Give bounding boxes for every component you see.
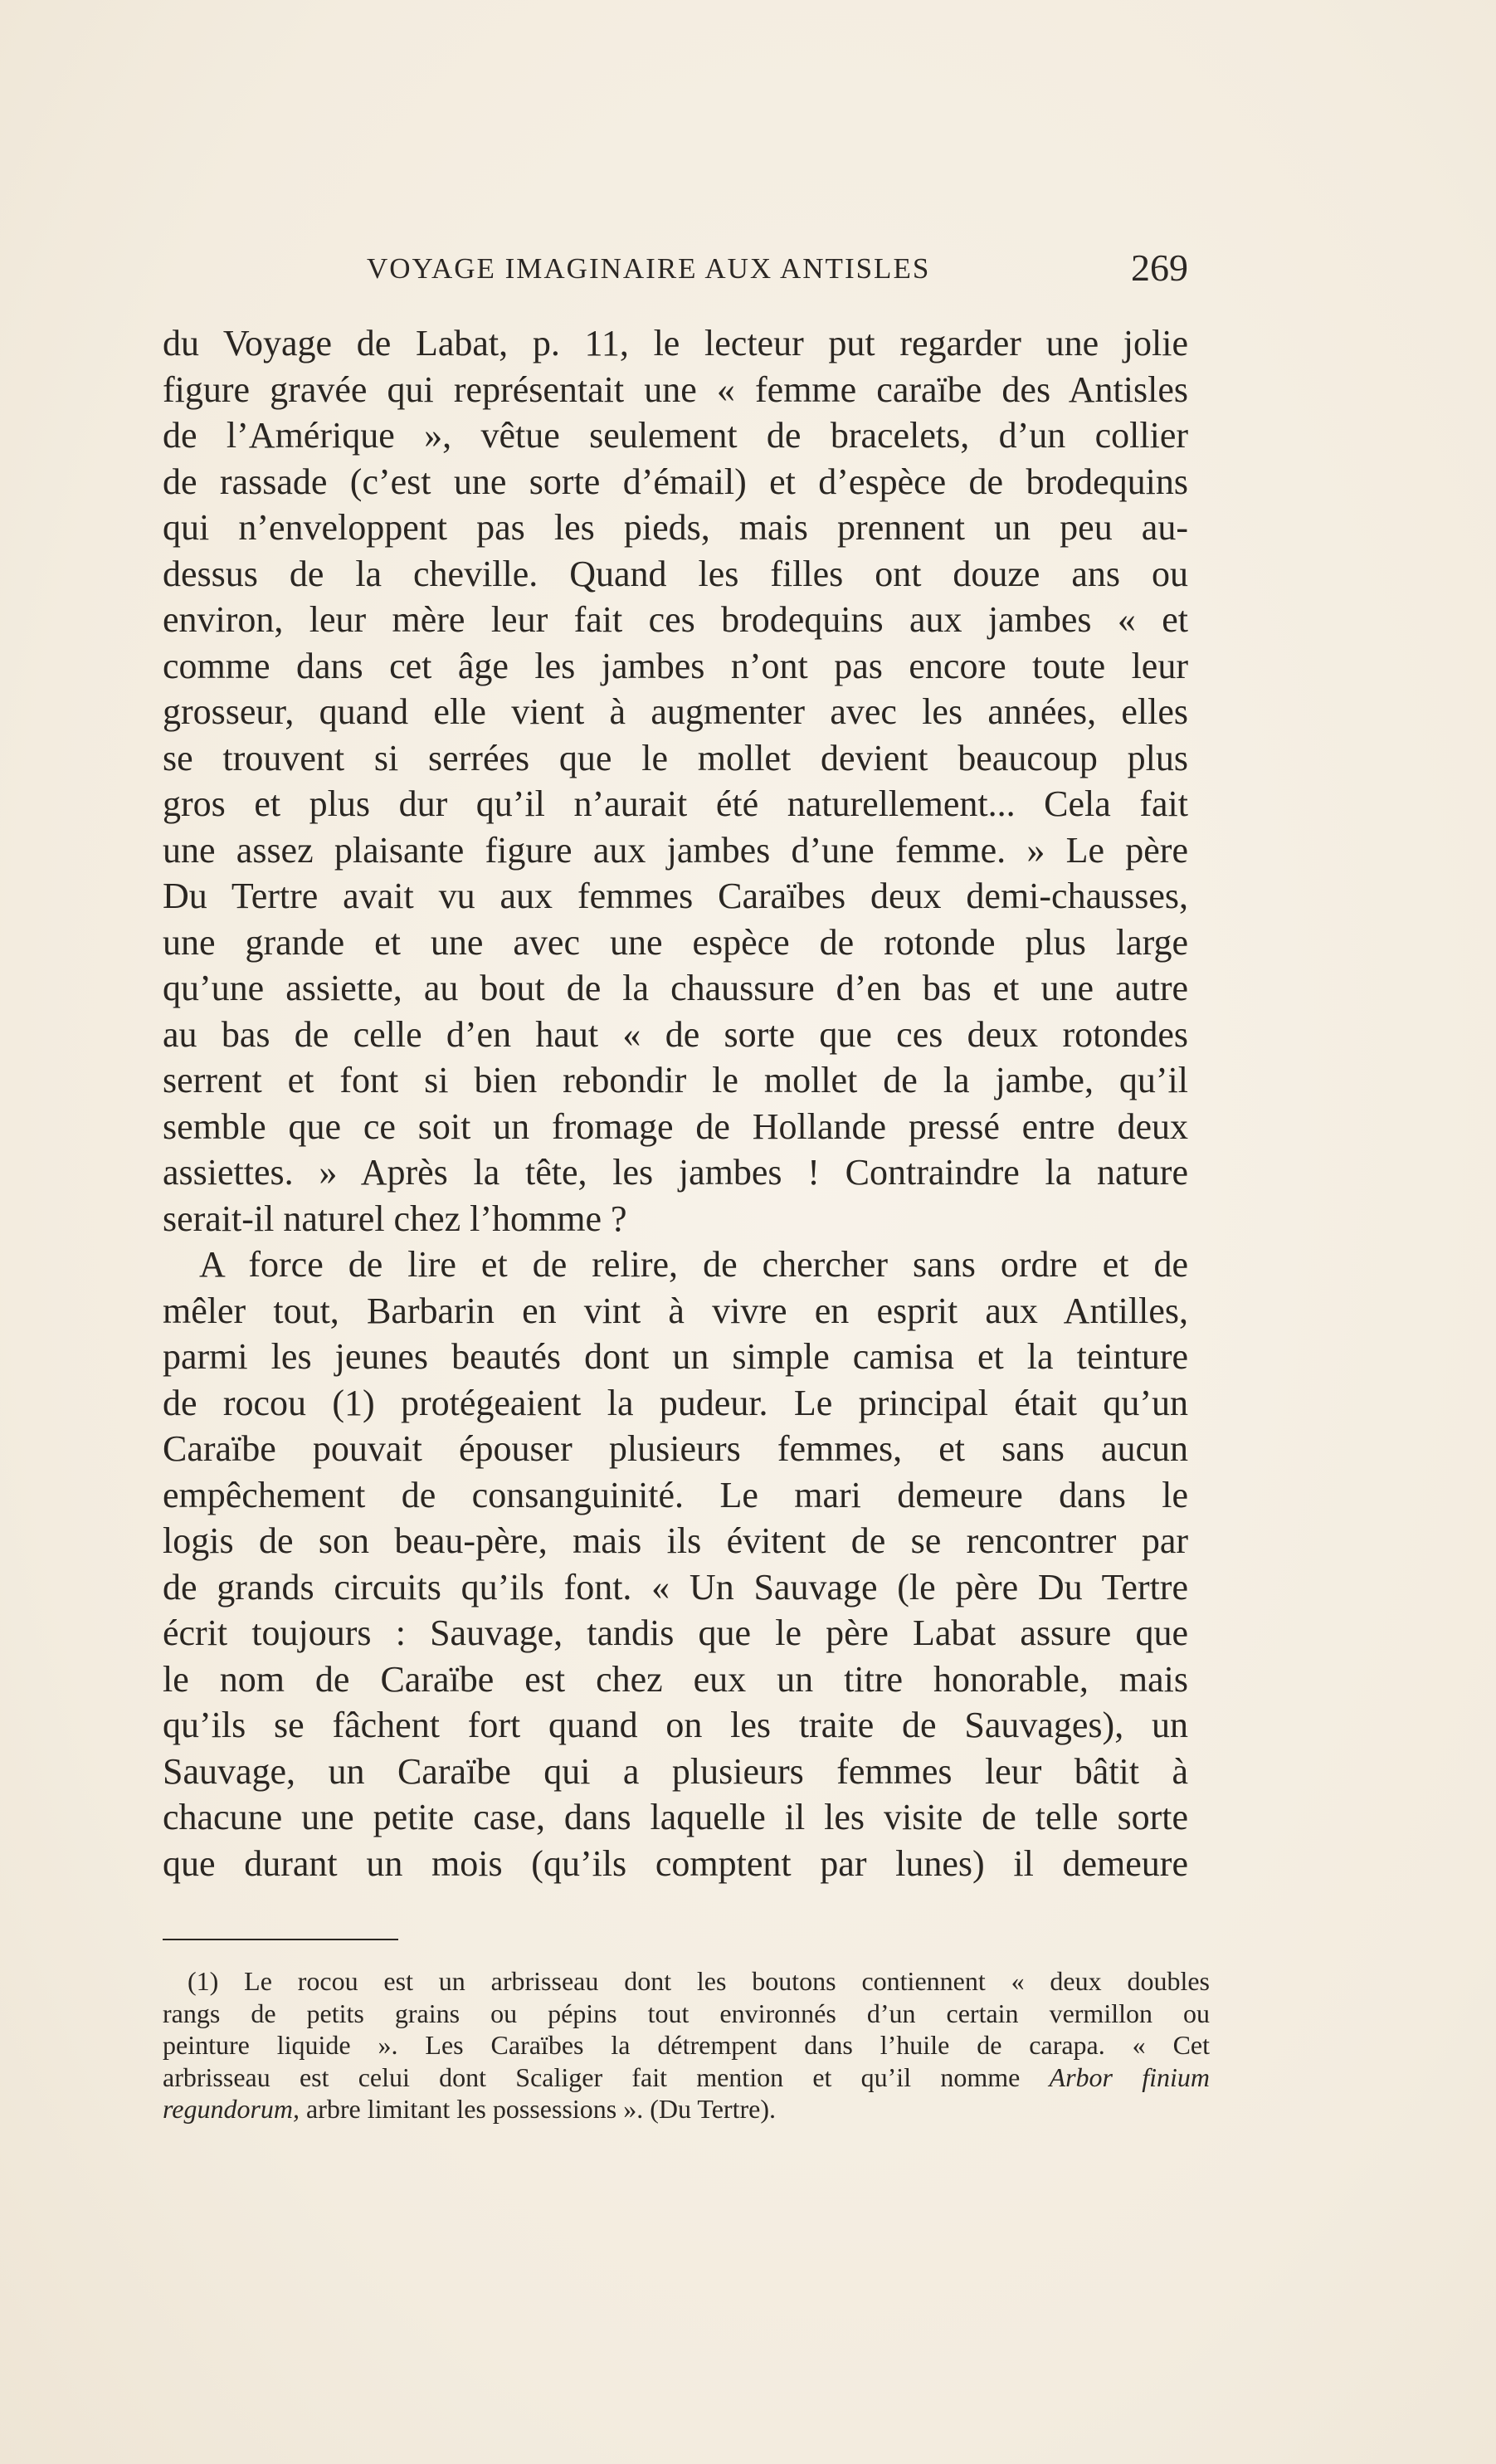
page-number: 269 bbox=[1131, 246, 1188, 289]
text-line: de rassade (c’est une sorte d’émail) et d’espèce de brodequins bbox=[163, 461, 1188, 502]
footnote-line: (1) Le rocou est un arbrisseau dont les boutons contiennent « deux doubles bbox=[188, 1966, 1210, 1996]
running-head bbox=[163, 246, 1188, 295]
text-line: qui n’enveloppent pas les pieds, mais prennent un peu au- bbox=[163, 507, 1188, 548]
footnote-italic-text: Arbor finium bbox=[1049, 2061, 1211, 2092]
footnote-italic-text: regundorum, bbox=[163, 2094, 300, 2124]
text-line: Caraïbe pouvait épouser plusieurs femmes, et sans aucun bbox=[163, 1428, 1188, 1469]
text-line: qu’ils se fâchent fort quand on les traite de Sauvages), un bbox=[163, 1705, 1188, 1745]
footnote-line bbox=[163, 2093, 1210, 2125]
text-line: logis de son beau-père, mais ils évitent de se rencontrer par bbox=[163, 1520, 1188, 1561]
text-line: de grands circuits qu’ils font. « Un Sauvage (le père Du Tertre bbox=[163, 1566, 1188, 1608]
text-line: écrit toujours : Sauvage, tandis que le père Labat assure que bbox=[163, 1613, 1188, 1653]
text-line: de l’Amérique », vêtue seulement de bracelets, d’un collier bbox=[163, 415, 1188, 456]
footnote-line: peinture liquide ». Les Caraïbes la détrempent dans l’huile de carapa. « Cet bbox=[163, 2030, 1210, 2060]
footnote-text: arbrisseau est celui dont Scaliger fait mention et qu’il nomme bbox=[163, 2061, 1021, 2092]
footnote bbox=[163, 1965, 1210, 2125]
text-line: chacune une petite case, dans laquelle il les visite de telle sorte bbox=[163, 1797, 1188, 1837]
text-line: serrent et font si bien rebondir le mollet de la jambe, qu’il bbox=[163, 1060, 1188, 1100]
text-line: comme dans cet âge les jambes n’ont pas encore toute leur bbox=[163, 645, 1188, 686]
text-line: gros et plus dur qu’il n’aurait été naturellement... Cela fait bbox=[163, 783, 1188, 824]
text-line: empêchement de consanguinité. Le mari demeure dans le bbox=[163, 1474, 1188, 1515]
text-line: environ, leur mère leur fait ces brodequins aux jambes « et bbox=[163, 599, 1188, 640]
text-line: grosseur, quand elle vient à augmenter avec les années, elles bbox=[163, 691, 1188, 732]
text-line: au bas de celle d’en haut « de sorte que ces deux rotondes bbox=[163, 1013, 1188, 1055]
text-line: Sauvage, un Caraïbe qui a plusieurs femmes leur bâtit à bbox=[163, 1750, 1188, 1792]
text-line: de rocou (1) protégeaient la pudeur. Le principal était qu’un bbox=[163, 1382, 1188, 1423]
text-line: serait-il naturel chez l’homme ? bbox=[163, 1198, 627, 1239]
text-line: figure gravée qui représentait une « femme caraïbe des Antisles bbox=[163, 368, 1188, 410]
text-line: semble que ce soit un fromage de Hollande pressé entre deux bbox=[163, 1105, 1188, 1147]
text-line: mêler tout, Barbarin en vint à vivre en esprit aux Antilles, bbox=[163, 1290, 1188, 1331]
text-line: se trouvent si serrées que le mollet devient beaucoup plus bbox=[163, 737, 1188, 778]
text-line: Du Tertre avait vu aux femmes Caraïbes deux demi-chausses, bbox=[163, 876, 1188, 916]
text-line: A force de lire et de relire, de chercher sans ordre et de bbox=[199, 1244, 1188, 1285]
text-line: assiettes. » Après la tête, les jambes ! Contraindre la nature bbox=[163, 1152, 1188, 1193]
text-line: parmi les jeunes beautés dont un simple camisa et la teinture bbox=[163, 1336, 1188, 1377]
text-line: le nom de Caraïbe est chez eux un titre honorable, mais bbox=[163, 1658, 1188, 1700]
footnote-divider bbox=[163, 1939, 398, 1940]
main-text bbox=[163, 320, 1188, 1886]
text-line: que durant un mois (qu’ils comptent par lunes) il demeure bbox=[163, 1842, 1188, 1884]
footnote-line bbox=[163, 2061, 1210, 2094]
footnote-text: arbre limitant les possessions ». (Du Tertre). bbox=[306, 2094, 776, 2124]
text-line: du Voyage de Labat, p. 11, le lecteur put regarder une jolie bbox=[163, 323, 1188, 364]
text-line: qu’une assiette, au bout de la chaussure d’en bas et une autre bbox=[163, 968, 1188, 1008]
text-line: une grande et une avec une espèce de rotonde plus large bbox=[163, 921, 1188, 963]
text-line: une assez plaisante figure aux jambes d’une femme. » Le père bbox=[163, 829, 1188, 871]
footnote-line: rangs de petits grains ou pépins tout environnés d’un certain vermillon ou bbox=[163, 1998, 1210, 2028]
running-title: VOYAGE IMAGINAIRE AUX ANTISLES bbox=[367, 252, 931, 285]
text-line: dessus de la cheville. Quand les filles ont douze ans ou bbox=[163, 553, 1188, 594]
